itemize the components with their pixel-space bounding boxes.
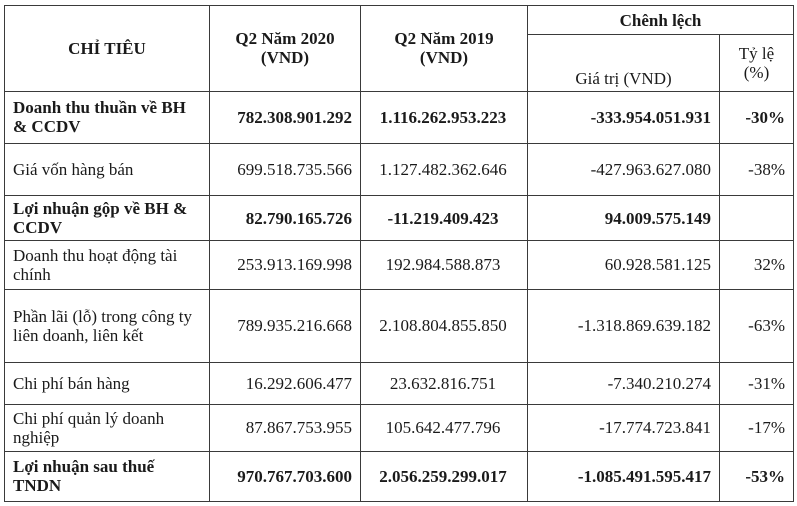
- cell-q2-2020: 253.913.169.998: [210, 241, 361, 289]
- header-indicator: CHỈ TIÊU: [5, 6, 210, 92]
- cell-q2-2020: 82.790.165.726: [210, 196, 361, 241]
- row-label: Lợi nhuận gộp về BH & CCDV: [5, 196, 210, 241]
- cell-q2-2020: 699.518.735.566: [210, 144, 361, 196]
- cell-difference-value: -17.774.723.841: [528, 404, 720, 451]
- cell-q2-2019: 192.984.588.873: [361, 241, 528, 289]
- row-label: Lợi nhuận sau thuế TNDN: [5, 451, 210, 501]
- header-q2-2019: [361, 6, 528, 92]
- row-label: Chi phí quản lý doanh nghiệp: [5, 404, 210, 451]
- row-label: Doanh thu thuần về BH & CCDV: [5, 91, 210, 143]
- row-label: Chi phí bán hàng: [5, 362, 210, 404]
- cell-difference-value: -333.954.051.931: [528, 91, 720, 143]
- cell-q2-2019: 105.642.477.796: [361, 404, 528, 451]
- cell-difference-ratio: -17%: [720, 404, 794, 451]
- cell-difference-ratio: -30%: [720, 91, 794, 143]
- table-row: [5, 91, 794, 143]
- cell-difference-value: 60.928.581.125: [528, 241, 720, 289]
- header-ratio-text: Tỷ lệ (%): [738, 44, 775, 83]
- cell-q2-2020: 789.935.216.668: [210, 289, 361, 362]
- cell-q2-2020: 970.767.703.600: [210, 451, 361, 501]
- cell-difference-value: -7.340.210.274: [528, 362, 720, 404]
- header-q2-2019-text: Q2 Năm 2019 (VND): [394, 29, 494, 68]
- table-row: [5, 289, 794, 362]
- header-value: Giá trị (VND): [528, 35, 720, 92]
- cell-difference-ratio: -53%: [720, 451, 794, 501]
- table-row: [5, 404, 794, 451]
- cell-difference-value: -427.963.627.080: [528, 144, 720, 196]
- cell-q2-2019: 2.108.804.855.850: [361, 289, 528, 362]
- row-label: Phần lãi (lỗ) trong công ty liên doanh, liên kết: [5, 289, 210, 362]
- table-row: [5, 241, 794, 289]
- cell-q2-2019: 1.127.482.362.646: [361, 144, 528, 196]
- header-q2-2020-text: Q2 Năm 2020 (VND): [235, 29, 335, 68]
- cell-q2-2019: 1.116.262.953.223: [361, 91, 528, 143]
- header-row-top: [5, 6, 794, 35]
- header-q2-2020: [210, 6, 361, 92]
- cell-q2-2019: 2.056.259.299.017: [361, 451, 528, 501]
- cell-difference-ratio: [720, 196, 794, 241]
- cell-q2-2020: 16.292.606.477: [210, 362, 361, 404]
- financial-comparison-table: [4, 5, 794, 502]
- cell-difference-ratio: -38%: [720, 144, 794, 196]
- cell-difference-ratio: 32%: [720, 241, 794, 289]
- table-row: [5, 362, 794, 404]
- table-row: [5, 451, 794, 501]
- cell-q2-2020: 782.308.901.292: [210, 91, 361, 143]
- header-difference: Chênh lệch: [528, 6, 794, 35]
- cell-difference-ratio: -63%: [720, 289, 794, 362]
- header-ratio: [720, 35, 794, 92]
- cell-difference-ratio: -31%: [720, 362, 794, 404]
- cell-q2-2019: -11.219.409.423: [361, 196, 528, 241]
- cell-q2-2020: 87.867.753.955: [210, 404, 361, 451]
- row-label: Giá vốn hàng bán: [5, 144, 210, 196]
- cell-difference-value: -1.085.491.595.417: [528, 451, 720, 501]
- table-row: [5, 144, 794, 196]
- cell-difference-value: -1.318.869.639.182: [528, 289, 720, 362]
- row-label: Doanh thu hoạt động tài chính: [5, 241, 210, 289]
- table-row: [5, 196, 794, 241]
- cell-difference-value: 94.009.575.149: [528, 196, 720, 241]
- cell-q2-2019: 23.632.816.751: [361, 362, 528, 404]
